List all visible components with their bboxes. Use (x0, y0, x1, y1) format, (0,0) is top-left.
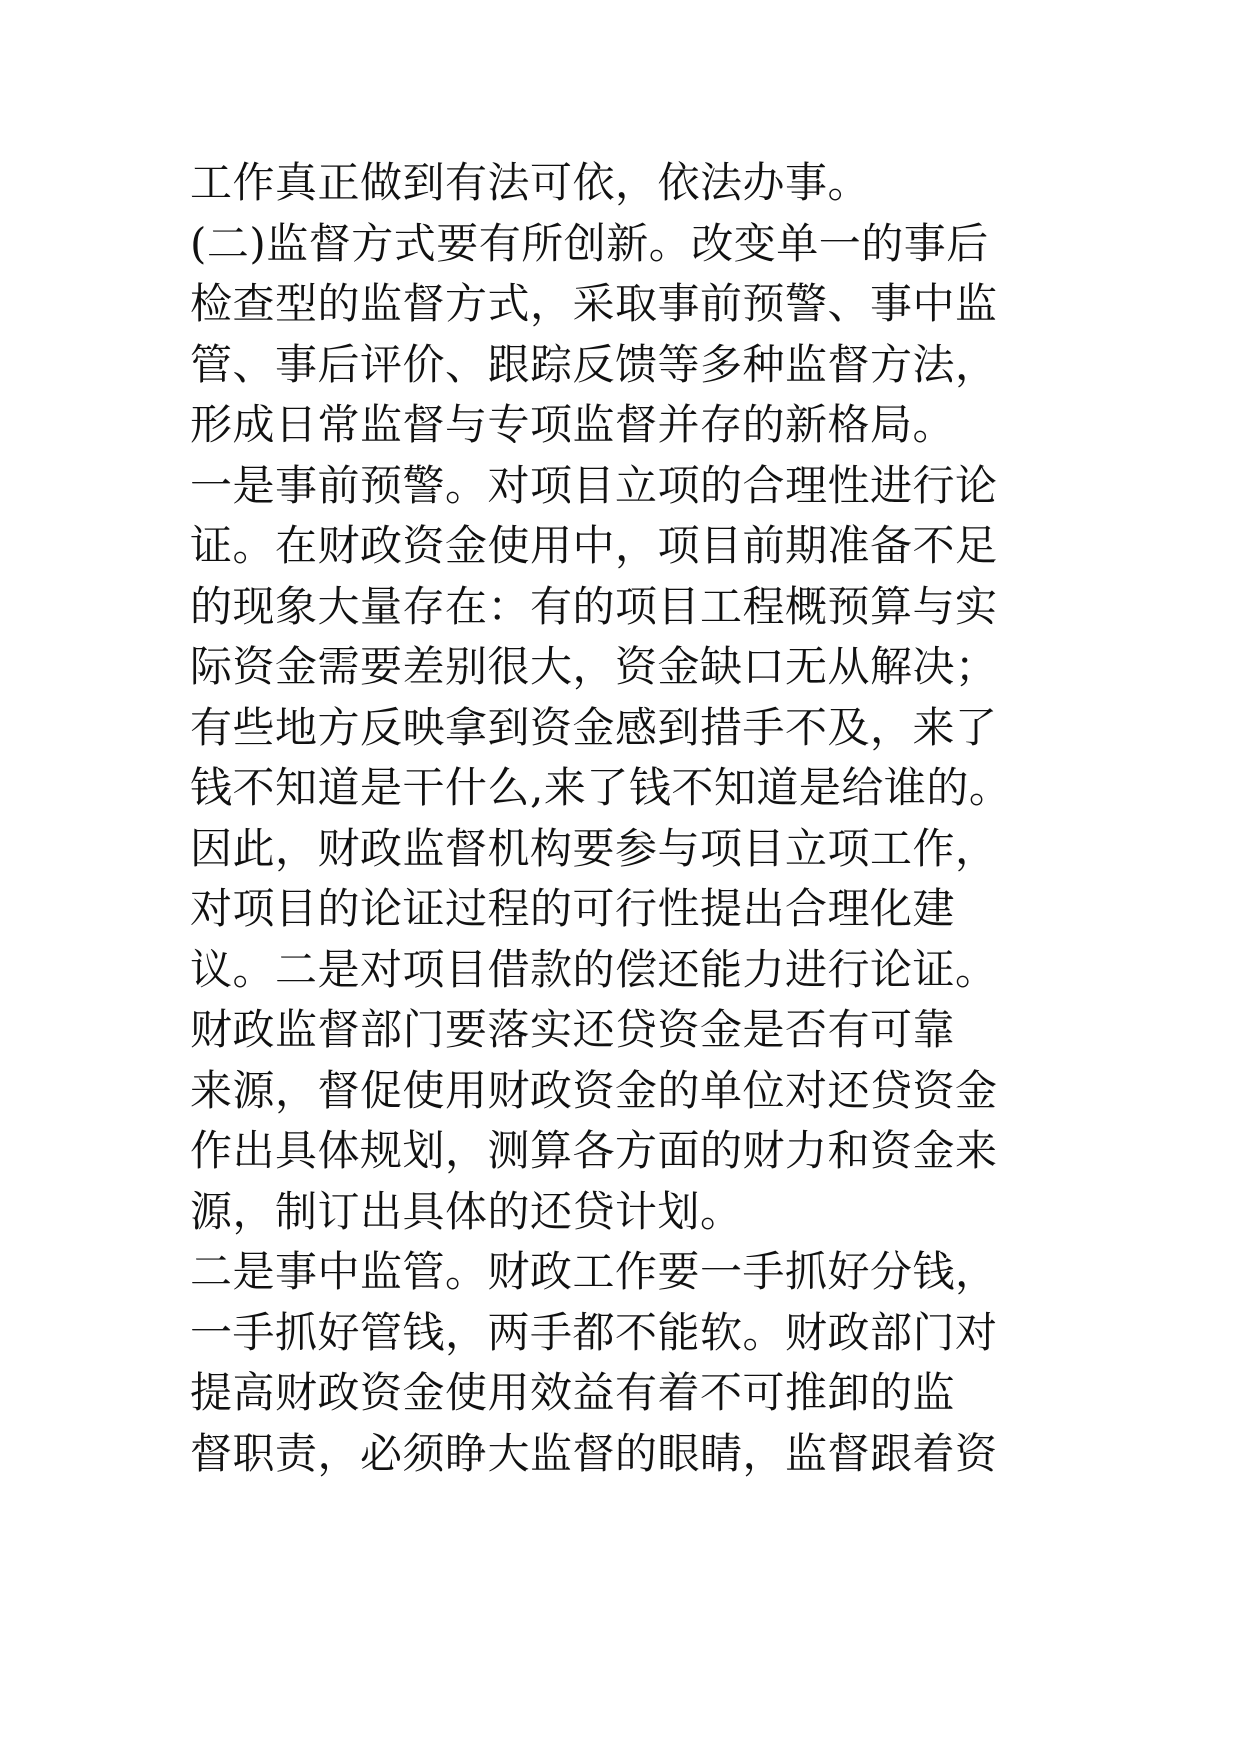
text-line: 因此，财政监督机构要参与项目立项工作， (190, 823, 998, 873)
text-line: 的现象大量存在：有的项目工程概预算与实 (190, 581, 998, 631)
text-line: 一是事前预警。对项目立项的合理性进行论 (190, 460, 998, 510)
text-line: 作出具体规划，测算各方面的财力和资金来 (190, 1126, 998, 1175)
text-line: 证。在财政资金使用中，项目前期准备不足 (190, 521, 998, 570)
text-line: 源，制订出具体的还贷计划。 (190, 1186, 743, 1236)
text-line: (二)监督方式要有所创新。改变单一的事后 (190, 218, 989, 268)
text-line: 对项目的论证过程的可行性提出合理化建 (190, 884, 956, 933)
text-line: 工作真正做到有法可依，依法办事。 (190, 158, 871, 207)
text-line: 督职责，必须睁大监督的眼睛，监督跟着资 (190, 1428, 998, 1478)
text-line: 提高财政资金使用效益有着不可推卸的监 (190, 1368, 956, 1417)
text-line: 一手抓好管钱，两手都不能软。财政部门对 (190, 1307, 998, 1357)
text-line: 钱不知道是干什么,来了钱不知道是给谁的。 (190, 763, 1012, 812)
document-body (190, 153, 1090, 1484)
text-line: 检查型的监督方式，采取事前预警、事中监 (190, 279, 998, 328)
text-line: 来源，督促使用财政资金的单位对还贷资金 (190, 1065, 998, 1115)
text-line: 议。二是对项目借款的偿还能力进行论证。 (190, 944, 998, 994)
text-line: 形成日常监督与专项监督并存的新格局。 (190, 400, 956, 449)
text-line: 际资金需要差别很大，资金缺口无从解决； (190, 642, 998, 691)
text-line: 财政监督部门要落实还贷资金是否有可靠 (190, 1005, 956, 1054)
text-line: 管、事后评价、跟踪反馈等多种监督方法， (190, 339, 998, 389)
text-line: 二是事中监管。财政工作要一手抓好分钱， (190, 1247, 998, 1296)
text-line: 有些地方反映拿到资金感到措手不及，来了 (190, 702, 998, 752)
